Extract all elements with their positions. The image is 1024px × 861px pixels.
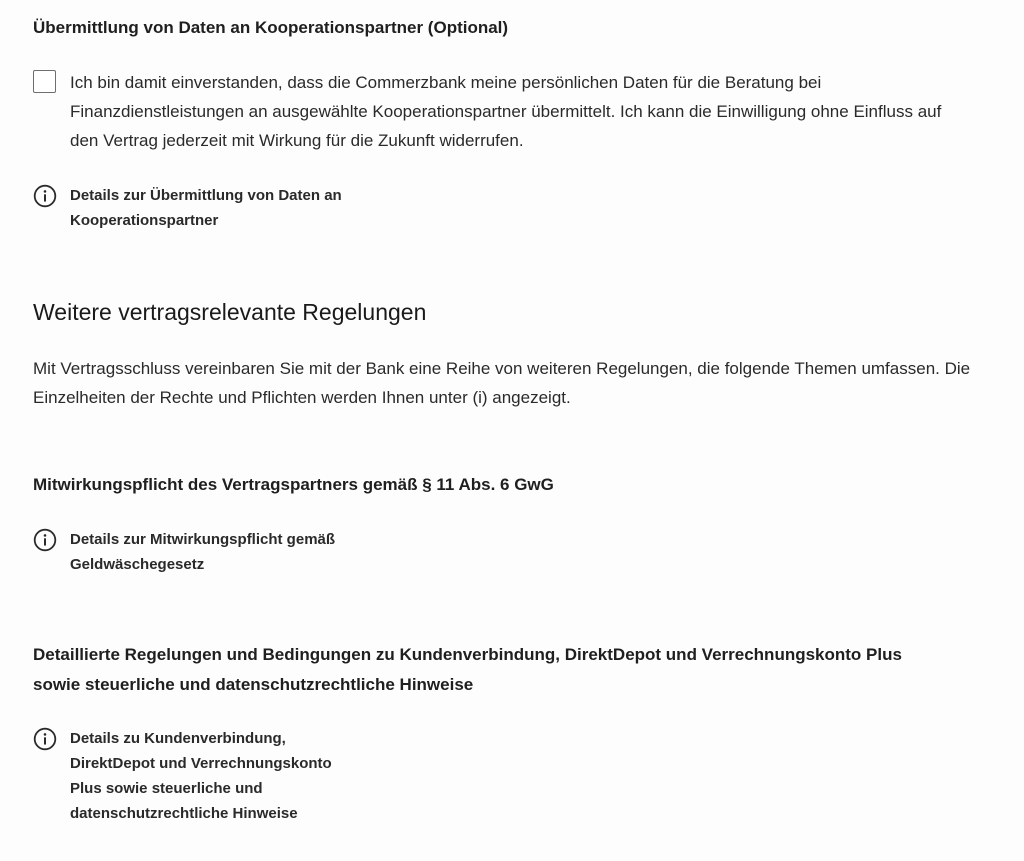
conditions-details-label-line1: Details zu Kundenverbindung, — [70, 730, 286, 747]
consent-text: Ich bin damit einverstanden, dass die Commerzbank meine persönlichen Daten für die Beratung bei Finanzdienstleistungen an ausgewählte Kooperationspartner übermittelt. Ich kann die Einwilligung ohne Einfluss auf den Vertrag jederzeit mit Wirkung für die Zukunft widerrufen. — [70, 73, 942, 150]
conditions-heading-line1: Detaillierte Regelungen und Bedingungen zu Kundenverbindung, DirektDepot und Verrechnungskonto Plus — [33, 645, 902, 664]
info-icon — [33, 528, 57, 552]
info-icon — [33, 184, 57, 208]
regulations-title: Weitere vertragsrelevante Regelungen — [33, 299, 427, 325]
gwg-heading: Mitwirkungspflicht des Vertragspartners gemäß § 11 Abs. 6 GwG — [33, 475, 554, 494]
consent-details-link[interactable] — [33, 185, 342, 233]
consent-heading: Übermittlung von Daten an Kooperationspartner (Optional) — [33, 18, 509, 37]
conditions-details-label-line2: DirektDepot und Verrechnungskonto — [70, 755, 332, 772]
consent-details-label-line2: Kooperationspartner — [70, 212, 219, 229]
conditions-details-label-line3: Plus sowie steuerliche und — [70, 780, 263, 797]
info-icon — [33, 727, 57, 751]
conditions-heading — [33, 640, 902, 700]
conditions-heading-line2: sowie steuerliche und datenschutzrechtliche Hinweise — [33, 675, 474, 694]
gwg-details-label-line2: Geldwäschegesetz — [70, 556, 205, 573]
regulations-intro: Mit Vertragsschluss vereinbaren Sie mit der Bank eine Reihe von weiteren Regelungen, die folgende Themen umfassen. Die Einzelheiten der Rechte und Pflichten werden Ihnen unter (i) angezeigt. — [33, 359, 971, 407]
consent-details-label-line1: Details zur Übermittlung von Daten an — [70, 187, 342, 204]
gwg-details-label-line1: Details zur Mitwirkungspflicht gemäß — [70, 531, 336, 548]
conditions-details-link[interactable] — [33, 728, 332, 826]
gwg-details-link[interactable] — [33, 529, 335, 577]
consent-checkbox[interactable] — [33, 70, 56, 93]
conditions-details-label-line4: datenschutzrechtliche Hinweise — [70, 805, 298, 822]
